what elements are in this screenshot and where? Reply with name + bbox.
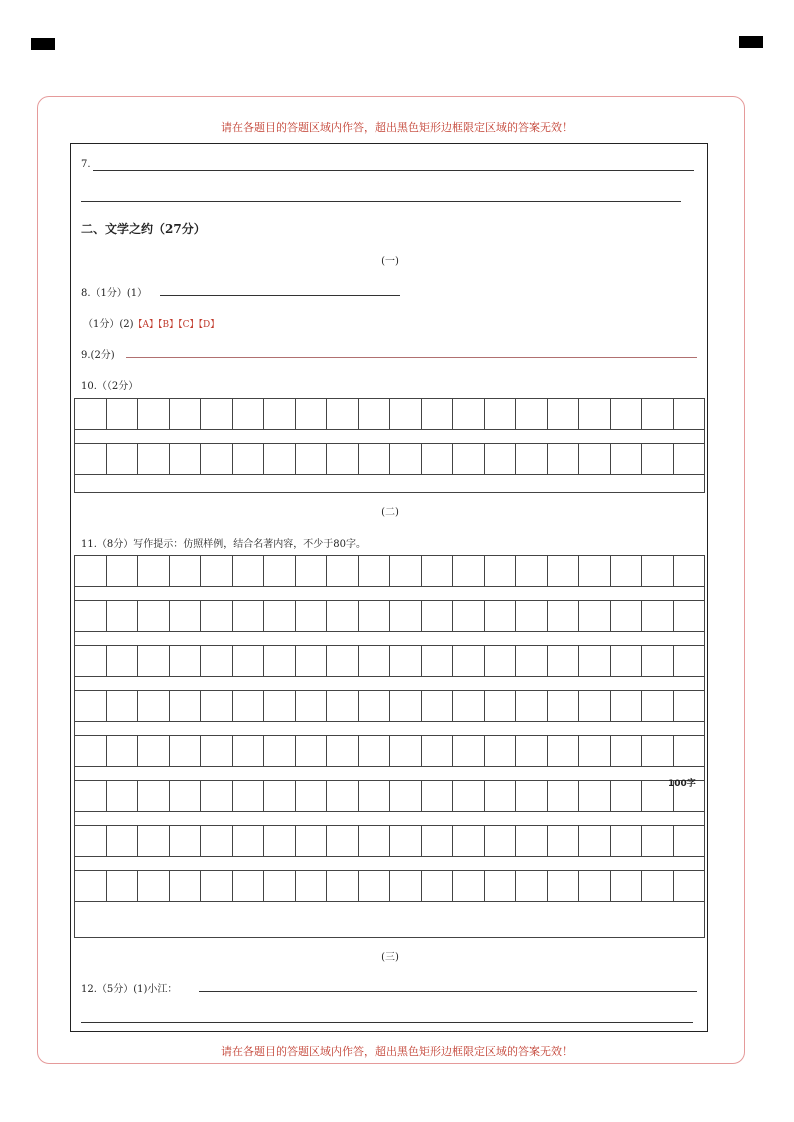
grid-cell[interactable] [359,691,391,721]
q12-label: 12.（5分）(1)小江： [81,984,178,995]
grid-cell[interactable] [75,691,107,721]
grid-cell[interactable] [642,826,674,856]
grid-cell[interactable] [516,556,548,586]
grid-row [75,646,704,677]
grid-cell[interactable] [201,871,233,901]
grid-cell[interactable] [170,736,202,766]
grid-cell[interactable] [548,871,580,901]
grid-gap [75,767,704,781]
grid-cell[interactable] [674,691,705,721]
grid-cell[interactable] [264,601,296,631]
grid-cell[interactable] [453,444,485,474]
grid-cell[interactable] [107,781,139,811]
grid-cell[interactable] [264,826,296,856]
option-b[interactable]: 【B】 [158,320,179,330]
grid-cell[interactable] [170,871,202,901]
grid-gap [75,812,704,826]
grid-cell[interactable] [390,444,422,474]
grid-cell[interactable] [453,826,485,856]
grid-cell[interactable] [611,871,643,901]
q11-writing-grid[interactable] [74,555,705,938]
grid-cell[interactable] [327,601,359,631]
grid-cell[interactable] [75,444,107,474]
grid-cell[interactable] [75,601,107,631]
grid-cell[interactable] [296,556,328,586]
grid-cell[interactable] [170,781,202,811]
grid-cell[interactable] [359,781,391,811]
grid-cell[interactable] [201,691,233,721]
grid-cell[interactable] [170,399,202,429]
grid-cell[interactable] [422,556,454,586]
grid-row [75,399,704,430]
word-count-marker: 100字 [668,779,696,789]
grid-cell[interactable] [296,691,328,721]
grid-cell[interactable] [359,871,391,901]
grid-cell[interactable] [138,601,170,631]
grid-cell[interactable] [611,736,643,766]
grid-cell[interactable] [516,601,548,631]
grid-cell[interactable] [642,444,674,474]
grid-cell[interactable] [453,871,485,901]
grid-cell[interactable] [359,601,391,631]
grid-cell[interactable] [642,601,674,631]
grid-cell[interactable] [75,871,107,901]
grid-cell[interactable] [170,556,202,586]
grid-cell[interactable] [138,399,170,429]
grid-cell[interactable] [422,646,454,676]
grid-cell[interactable] [264,399,296,429]
grid-cell[interactable] [296,871,328,901]
grid-cell[interactable] [485,736,517,766]
grid-cell[interactable] [674,736,705,766]
grid-cell[interactable] [516,871,548,901]
grid-cell[interactable] [674,399,705,429]
grid-cell[interactable] [579,444,611,474]
part-1-label: (一) [381,256,399,267]
grid-cell[interactable] [390,826,422,856]
grid-cell[interactable] [75,646,107,676]
grid-cell[interactable] [642,691,674,721]
grid-cell[interactable] [233,444,265,474]
grid-cell[interactable] [674,444,705,474]
q7-answer-line-1[interactable] [93,170,694,171]
grid-cell[interactable] [390,601,422,631]
grid-row [75,691,704,722]
grid-cell[interactable] [75,556,107,586]
grid-cell[interactable] [107,646,139,676]
grid-cell[interactable] [296,601,328,631]
grid-cell[interactable] [485,871,517,901]
grid-cell[interactable] [611,601,643,631]
grid-cell[interactable] [579,556,611,586]
grid-cell[interactable] [327,646,359,676]
corner-mark-left [31,38,55,50]
grid-cell[interactable] [327,444,359,474]
grid-cell[interactable] [548,601,580,631]
grid-cell[interactable] [359,646,391,676]
grid-cell[interactable] [611,691,643,721]
grid-gap [75,632,704,646]
grid-cell[interactable] [327,691,359,721]
grid-cell[interactable] [579,736,611,766]
grid-gap [75,857,704,871]
grid-cell[interactable] [201,556,233,586]
grid-row [75,601,704,632]
grid-cell[interactable] [548,691,580,721]
q8-answer-line[interactable] [160,295,400,296]
grid-gap [75,587,704,601]
q7-label: 7. [81,159,91,170]
part-3-label: (三) [381,952,399,963]
grid-cell[interactable] [390,646,422,676]
grid-row [75,781,704,812]
grid-cell[interactable] [674,826,705,856]
grid-cell[interactable] [579,871,611,901]
grid-cell[interactable] [327,736,359,766]
grid-cell[interactable] [390,871,422,901]
q12-answer-line-2[interactable] [81,1022,693,1023]
q9-answer-line[interactable] [126,357,697,358]
grid-cell[interactable] [107,736,139,766]
option-d[interactable]: 【D】 [198,320,220,330]
grid-cell[interactable] [107,691,139,721]
grid-cell[interactable] [264,871,296,901]
grid-row [75,826,704,857]
grid-cell[interactable] [611,444,643,474]
grid-cell[interactable] [422,601,454,631]
grid-cell[interactable] [390,736,422,766]
grid-cell[interactable] [359,736,391,766]
q12-answer-line-1[interactable] [199,991,697,992]
grid-cell[interactable] [170,601,202,631]
grid-cell[interactable] [485,601,517,631]
grid-cell[interactable] [201,601,233,631]
grid-cell[interactable] [548,646,580,676]
section-title: 二、文学之约（27分） [81,222,206,236]
grid-row [75,556,704,587]
grid-gap [75,722,704,736]
grid-cell[interactable] [264,556,296,586]
grid-cell[interactable] [359,826,391,856]
grid-cell[interactable] [579,646,611,676]
grid-cell[interactable] [233,646,265,676]
grid-cell[interactable] [327,826,359,856]
grid-cell[interactable] [642,399,674,429]
grid-cell[interactable] [327,781,359,811]
grid-cell[interactable] [327,556,359,586]
grid-cell[interactable] [138,646,170,676]
grid-cell[interactable] [548,781,580,811]
grid-cell[interactable] [138,556,170,586]
grid-cell[interactable] [233,601,265,631]
grid-cell[interactable] [453,646,485,676]
grid-cell[interactable] [422,736,454,766]
grid-cell[interactable] [390,556,422,586]
grid-cell[interactable] [233,399,265,429]
grid-cell[interactable] [138,781,170,811]
grid-cell[interactable] [264,736,296,766]
grid-cell[interactable] [516,646,548,676]
grid-cell[interactable] [390,691,422,721]
grid-cell[interactable] [611,781,643,811]
grid-row [75,736,704,767]
grid-cell[interactable] [642,736,674,766]
grid-cell[interactable] [548,826,580,856]
grid-cell[interactable] [296,399,328,429]
grid-cell[interactable] [138,871,170,901]
grid-cell[interactable] [296,781,328,811]
grid-cell[interactable] [233,871,265,901]
grid-cell[interactable] [138,826,170,856]
q8-label-1: 8.（1分）(1） [81,288,148,299]
grid-cell[interactable] [201,646,233,676]
q10-label: 10.（（2分） [81,381,139,392]
grid-cell[interactable] [201,736,233,766]
grid-cell[interactable] [107,826,139,856]
grid-row [75,871,704,902]
grid-cell[interactable] [453,601,485,631]
grid-cell[interactable] [233,556,265,586]
q9-label: 9.(2分) [81,350,115,361]
grid-cell[interactable] [264,646,296,676]
grid-cell[interactable] [264,781,296,811]
grid-cell[interactable] [107,556,139,586]
part-2-label: (二) [381,507,399,518]
grid-gap [75,677,704,691]
grid-cell[interactable] [453,736,485,766]
grid-cell[interactable] [548,444,580,474]
grid-cell[interactable] [453,691,485,721]
grid-cell[interactable] [422,444,454,474]
grid-cell[interactable] [579,691,611,721]
grid-cell[interactable] [75,826,107,856]
grid-cell[interactable] [359,556,391,586]
grid-cell[interactable] [485,646,517,676]
grid-cell[interactable] [422,691,454,721]
grid-cell[interactable] [75,781,107,811]
grid-cell[interactable] [516,736,548,766]
grid-gap [75,430,704,444]
grid-cell[interactable] [201,399,233,429]
q10-writing-grid[interactable] [74,398,705,493]
grid-cell[interactable] [75,736,107,766]
grid-cell[interactable] [327,399,359,429]
grid-cell[interactable] [138,691,170,721]
grid-cell[interactable] [548,399,580,429]
grid-cell[interactable] [516,691,548,721]
grid-cell[interactable] [201,444,233,474]
grid-cell[interactable] [579,601,611,631]
grid-cell[interactable] [390,399,422,429]
grid-cell[interactable] [579,399,611,429]
grid-cell[interactable] [390,781,422,811]
grid-cell[interactable] [453,556,485,586]
grid-cell[interactable] [422,871,454,901]
grid-cell[interactable] [233,781,265,811]
grid-cell[interactable] [422,781,454,811]
option-c[interactable]: 【C】 [178,320,199,330]
grid-cell[interactable] [642,646,674,676]
grid-cell[interactable] [422,399,454,429]
grid-cell[interactable] [453,399,485,429]
grid-cell[interactable] [233,691,265,721]
grid-cell[interactable] [642,556,674,586]
grid-cell[interactable] [485,556,517,586]
grid-cell[interactable] [611,826,643,856]
grid-cell[interactable] [674,871,705,901]
answer-area [70,143,708,1032]
grid-cell[interactable] [674,601,705,631]
warning-bottom: 请在各题目的答题区域内作答，超出黑色矩形边框限定区域的答案无效！ [221,1045,573,1058]
grid-cell[interactable] [170,691,202,721]
grid-cell[interactable] [233,826,265,856]
grid-cell[interactable] [579,826,611,856]
grid-cell[interactable] [296,444,328,474]
grid-cell[interactable] [485,444,517,474]
grid-gap [75,475,704,489]
grid-cell[interactable] [611,646,643,676]
option-a[interactable]: 【A】 [133,320,159,330]
grid-cell[interactable] [516,444,548,474]
q7-answer-line-2[interactable] [81,201,681,202]
grid-cell[interactable] [611,556,643,586]
warning-top: 请在各题目的答题区域内作答，超出黑色矩形边框限定区域的答案无效！ [221,121,573,134]
grid-cell[interactable] [264,444,296,474]
grid-cell[interactable] [107,871,139,901]
grid-gap [75,902,704,916]
grid-cell[interactable] [170,646,202,676]
grid-cell[interactable] [138,736,170,766]
grid-cell[interactable] [548,556,580,586]
corner-mark-right [739,36,763,48]
grid-cell[interactable] [327,871,359,901]
grid-cell[interactable] [422,826,454,856]
grid-cell[interactable] [296,736,328,766]
grid-cell[interactable] [201,781,233,811]
grid-cell[interactable] [674,556,705,586]
grid-cell[interactable] [296,826,328,856]
grid-cell[interactable] [516,399,548,429]
grid-cell[interactable] [485,691,517,721]
q8-label-2: （1分）(2)【A】【B】【C】【D】 [83,319,220,330]
grid-cell[interactable] [485,781,517,811]
grid-cell[interactable] [233,736,265,766]
grid-cell[interactable] [296,646,328,676]
grid-cell[interactable] [453,781,485,811]
grid-cell[interactable] [170,826,202,856]
grid-cell[interactable] [548,736,580,766]
grid-cell[interactable] [359,399,391,429]
grid-cell[interactable] [107,444,139,474]
grid-cell[interactable] [201,826,233,856]
grid-cell[interactable] [516,781,548,811]
q11-label: 11.（8分）写作提示：仿照样例，结合名著内容，不少于80字。 [81,539,366,550]
grid-cell[interactable] [611,399,643,429]
grid-cell[interactable] [170,444,202,474]
grid-cell[interactable] [107,399,139,429]
grid-cell[interactable] [516,826,548,856]
grid-cell[interactable] [579,781,611,811]
grid-row [75,444,704,475]
grid-cell[interactable] [107,601,139,631]
grid-cell[interactable] [485,399,517,429]
grid-cell[interactable] [485,826,517,856]
grid-cell[interactable] [359,444,391,474]
grid-cell[interactable] [674,646,705,676]
grid-cell[interactable] [138,444,170,474]
grid-cell[interactable] [642,871,674,901]
grid-cell[interactable] [264,691,296,721]
grid-cell[interactable] [75,399,107,429]
